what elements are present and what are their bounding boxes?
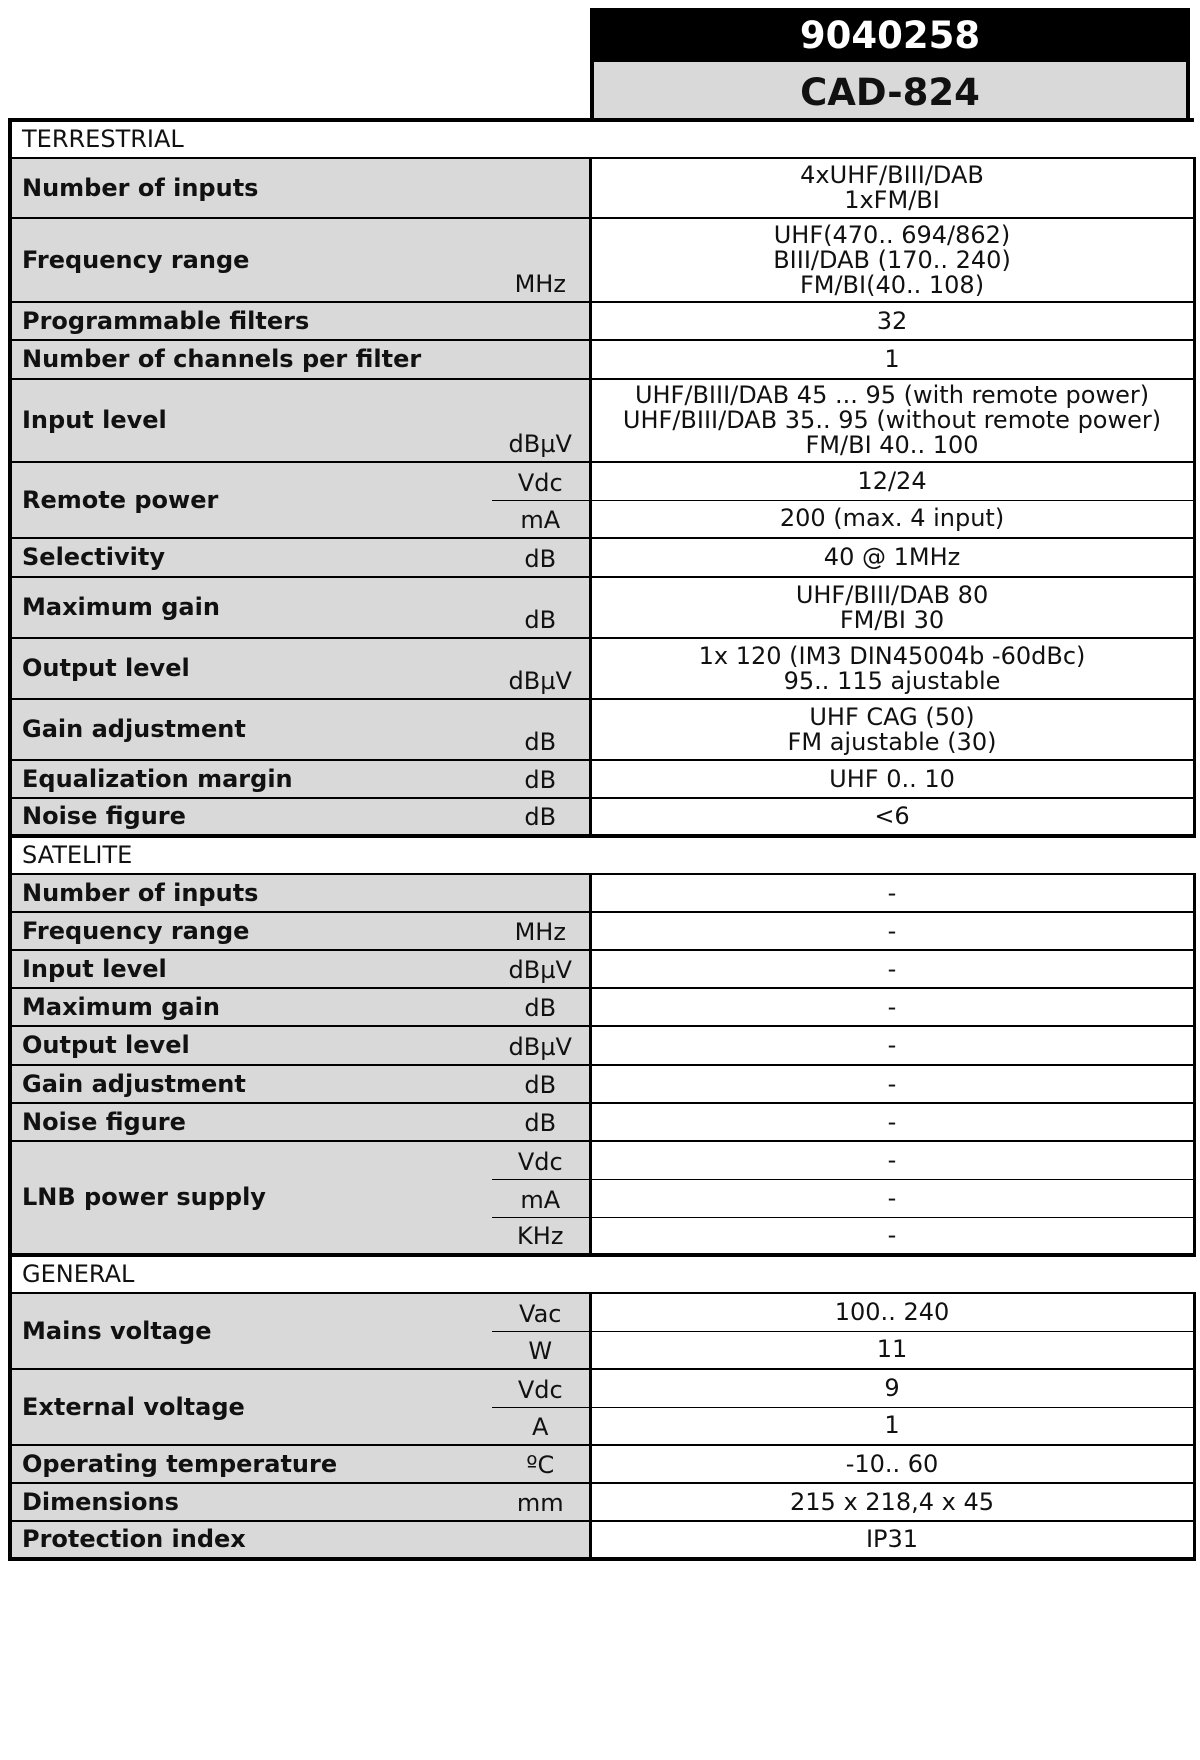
unit-label: MHz [514,918,566,946]
value-cell [590,1369,1194,1407]
param-label: Noise figure [10,1103,492,1141]
value-line: FM ajustable (30) [787,727,997,756]
value-cell [590,912,1194,950]
unit-label: mA [520,506,561,534]
value-cell [590,577,1194,638]
unit-cell [492,538,590,577]
unit-cell [492,1217,590,1255]
value-cell [590,798,1194,836]
value-line: 40 @ 1MHz [823,543,961,571]
spec-row [10,760,1194,798]
unit-label: W [528,1337,553,1365]
unit-cell [492,1445,590,1483]
value-cell [590,1445,1194,1483]
unit-label: dB [524,994,557,1022]
param-label: Protection index [10,1521,492,1559]
unit-label: dB [524,1071,557,1099]
value-cell [590,1331,1194,1369]
value-line: UHF/BIII/DAB 35.. 95 (without remote power) [622,406,1162,434]
param-label: Operating temperature [10,1445,492,1483]
value-cell [590,1483,1194,1521]
unit-cell [492,462,590,500]
value-line: 9 [884,1373,900,1402]
spec-row [10,699,1194,760]
unit-cell [492,577,590,638]
spec-row [10,874,1194,912]
value-line: - [887,1145,897,1174]
unit-label: Vdc [517,1147,563,1176]
unit-cell [492,1331,590,1369]
unit-cell [492,950,590,988]
unit-label: ºC [526,1451,555,1479]
unit-cell [492,699,590,760]
value-line: UHF(470.. 694/862) [773,220,1011,249]
section-header [10,836,1194,874]
param-label: Number of inputs [10,874,492,912]
spec-row [10,158,1194,218]
unit-label: dBµV [508,956,572,984]
value-line: UHF 0.. 10 [829,764,955,793]
value-line: <6 [874,802,910,830]
param-label: External voltage [10,1369,492,1445]
param-label: Frequency range [10,218,492,302]
unit-cell [492,988,590,1026]
value-cell [590,1103,1194,1141]
param-label: Equalization margin [10,760,492,798]
spec-row [10,912,1194,950]
unit-cell [492,1026,590,1065]
value-cell [590,462,1194,500]
value-line: - [887,1220,897,1249]
unit-label: dB [524,1109,557,1137]
value-cell [590,538,1194,577]
spec-row [10,798,1194,836]
value-cell [590,760,1194,798]
value-line: - [887,916,897,945]
value-line: - [887,954,897,983]
spec-row [10,462,1194,500]
value-line: 215 x 218,4 x 45 [790,1487,994,1516]
param-label: Maximum gain [10,577,492,638]
value-line: 1 [884,1411,900,1440]
unit-cell [492,1141,590,1179]
spec-row [10,538,1194,577]
value-line: BIII/DAB (170.. 240) [773,245,1011,274]
unit-label: dBµV [508,430,572,458]
spec-row [10,1141,1194,1179]
param-label: Gain adjustment [10,699,492,760]
unit-cell [492,379,590,462]
spec-row [10,577,1194,638]
value-cell [590,638,1194,699]
value-line: IP31 [865,1525,919,1553]
section-header [10,120,1194,158]
unit-label: Vdc [517,1375,563,1404]
unit-cell [492,1293,590,1331]
unit-label: dB [524,766,557,794]
unit-label: mA [520,1185,561,1214]
spec-row [10,379,1194,462]
unit-label: dBµV [508,667,572,695]
value-line: 12/24 [857,466,927,495]
param-label: Gain adjustment [10,1065,492,1103]
product-code: 9040258 [590,8,1190,62]
unit-cell [492,638,590,699]
value-line: 32 [876,306,908,335]
value-line: 200 (max. 4 input) [779,504,1005,533]
value-line: 1xFM/BI [844,186,940,214]
value-line: UHF/BIII/DAB 45 ... 95 (with remote power) [634,381,1150,409]
unit-cell [492,1407,590,1445]
unit-label [492,374,589,378]
value-line: - [887,1031,897,1059]
value-line: 4xUHF/BIII/DAB [800,161,984,189]
param-label: Output level [10,1026,492,1065]
param-label: Remote power [10,462,492,538]
value-line: 1 [884,345,900,373]
value-cell [590,1217,1194,1255]
value-line: 95.. 115 ajustable [783,666,1001,695]
param-label: Frequency range [10,912,492,950]
param-label: Mains voltage [10,1293,492,1369]
section-header [10,1255,1194,1293]
value-line: - [887,1069,897,1098]
value-line: - [887,992,897,1021]
value-line: UHF/BIII/DAB 80 [795,580,989,609]
unit-cell [492,1103,590,1141]
unit-label: A [532,1413,549,1441]
value-cell [590,379,1194,462]
unit-label: dB [524,803,557,831]
value-line: FM/BI 30 [839,605,945,634]
value-line: 100.. 240 [834,1297,950,1326]
value-cell [590,1141,1194,1179]
unit-label: dBµV [508,1033,572,1061]
value-cell [590,1065,1194,1103]
unit-label: KHz [517,1222,564,1250]
spec-row [10,950,1194,988]
spec-row [10,1293,1194,1331]
value-cell [590,500,1194,538]
unit-label [492,213,589,217]
spec-row [10,302,1194,340]
unit-label: Vdc [517,468,563,497]
unit-cell [492,798,590,836]
unit-cell [492,1521,590,1559]
unit-label [492,335,589,339]
unit-cell [492,760,590,798]
param-label: Maximum gain [10,988,492,1026]
value-line: UHF CAG (50) [809,702,975,731]
unit-label: MHz [514,270,566,298]
value-line: - [887,878,897,907]
value-cell [590,699,1194,760]
param-label: Noise figure [10,798,492,836]
value-cell [590,218,1194,302]
unit-cell [492,1065,590,1103]
param-label: Input level [10,950,492,988]
value-cell [590,1179,1194,1217]
value-line: -10.. 60 [845,1449,939,1478]
product-header [590,8,1190,118]
param-label: Number of channels per filter [10,340,492,379]
section-title: TERRESTRIAL [10,120,1194,158]
param-label: Selectivity [10,538,492,577]
section-title: SATELITE [10,836,1194,874]
unit-label: Vac [519,1299,562,1328]
value-cell [590,874,1194,912]
unit-label: dB [524,545,557,573]
spec-row [10,988,1194,1026]
value-line: - [887,1183,897,1212]
param-label: Programmable filters [10,302,492,340]
value-line: - [887,1107,897,1136]
unit-cell [492,500,590,538]
unit-cell [492,302,590,340]
unit-cell [492,1369,590,1407]
product-model: CAD-824 [590,62,1190,126]
value-line: FM/BI(40.. 108) [799,270,985,299]
param-label: Number of inputs [10,158,492,218]
unit-cell [492,874,590,912]
unit-label [492,907,589,911]
value-cell [590,1521,1194,1559]
spec-row [10,1483,1194,1521]
spec-row [10,1445,1194,1483]
param-label: LNB power supply [10,1141,492,1255]
spec-row [10,1369,1194,1407]
spec-row [10,1065,1194,1103]
unit-label: mm [516,1489,564,1517]
value-cell [590,1293,1194,1331]
param-label: Output level [10,638,492,699]
section-title: GENERAL [10,1255,1194,1293]
spec-row [10,340,1194,379]
unit-cell [492,1179,590,1217]
value-cell [590,1407,1194,1445]
value-cell [590,950,1194,988]
value-cell [590,302,1194,340]
value-line: 1x 120 (IM3 DIN45004b -60dBc) [698,641,1086,670]
param-label: Input level [10,379,492,462]
unit-label: dB [524,728,557,756]
spec-row [10,1026,1194,1065]
spec-row [10,218,1194,302]
unit-label: dB [524,606,557,634]
unit-label [492,1553,589,1557]
value-cell [590,340,1194,379]
unit-cell [492,158,590,218]
value-cell [590,988,1194,1026]
value-cell [590,158,1194,218]
unit-cell [492,1483,590,1521]
unit-cell [492,912,590,950]
value-line: 11 [876,1335,908,1364]
spec-table [8,118,1196,1561]
value-line: FM/BI 40.. 100 [805,431,979,459]
unit-cell [492,218,590,302]
spec-row [10,1521,1194,1559]
unit-cell [492,340,590,379]
spec-row [10,638,1194,699]
spec-row [10,1103,1194,1141]
param-label: Dimensions [10,1483,492,1521]
value-cell [590,1026,1194,1065]
